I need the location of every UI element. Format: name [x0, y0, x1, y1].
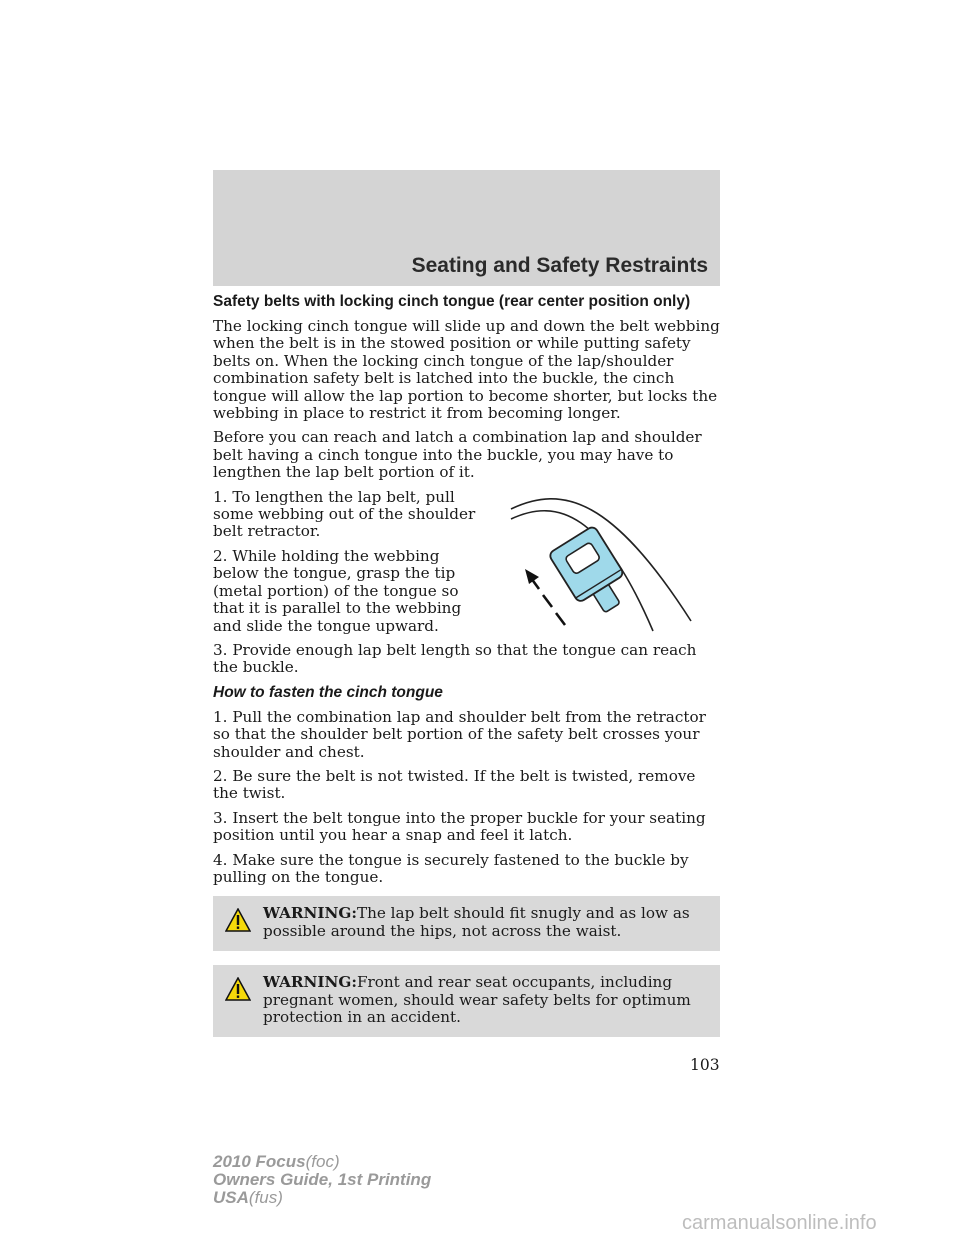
warning-triangle-icon [225, 977, 251, 1001]
warning-triangle-icon [225, 908, 251, 932]
warning-box-occupants [213, 965, 720, 1037]
warning-body: The lap belt should fit snugly and as low as possible around the hips, not across the waist. [263, 904, 690, 940]
warning-label: WARNING: [263, 973, 357, 992]
page-title: Seating and Safety Restraints [411, 254, 708, 277]
warning-body: Front and rear seat occupants, including pregnant women, should wear safety belts for optimum protection in an accident. [263, 973, 691, 1026]
warning-label: WARNING: [263, 904, 357, 923]
lengthen-steps [213, 489, 723, 635]
step-1-pull-belt: 1. Pull the combination lap and shoulder belt from the retractor so that the shoulder belt portion of the safety belt crosses your shoulder and chest. [213, 707, 706, 761]
step-3-lap-length: 3. Provide enough lap belt length so that the tongue can reach the buckle. [213, 640, 697, 677]
warning-text-occupants [221, 974, 712, 1026]
cinch-tongue-illustration [503, 489, 693, 639]
main-content [213, 293, 723, 1051]
section-heading-fasten: How to fasten the cinch tongue [213, 683, 443, 701]
watermark: carmanualsonline.info [682, 1212, 877, 1234]
paragraph-lengthen-intro: Before you can reach and latch a combination lap and shoulder belt having a cinch tongue into the buckle, you may have to lengthen the lap belt portion of it. [213, 428, 702, 482]
footer-region: USA [213, 1188, 249, 1207]
step-1-lengthen: 1. To lengthen the lap belt, pull some webbing out of the shoulder belt retractor. [213, 487, 476, 541]
step-3-insert-tongue: 3. Insert the belt tongue into the proper buckle for your seating position until you hear a snap and feel it latch. [213, 808, 706, 845]
step-2-not-twisted: 2. Be sure the belt is not twisted. If the belt is twisted, remove the twist. [213, 766, 696, 803]
paragraph-cinch-description: The locking cinch tongue will slide up and down the belt webbing when the belt is in the stowed position or while putting safety belts on. When the locking cinch tongue of the lap/shoulder combination safety belt is latched into the buckle, the cinch tongue will allow the lap portion to become shorter, but locks the webbing in place to restrict it from becoming longer. [213, 317, 720, 423]
page-number: 103 [690, 1056, 720, 1074]
warning-text-lap-belt [221, 905, 712, 940]
footer-model: 2010 Focus [213, 1152, 306, 1171]
step-4-check-fastened: 4. Make sure the tongue is securely fastened to the buckle by pulling on the tongue. [213, 850, 689, 886]
section-heading-cinch-tongue: Safety belts with locking cinch tongue (rear center position only) [213, 293, 691, 310]
step-2-slide-tongue: 2. While holding the webbing below the tongue, grasp the tip (metal portion) of the tongue so that it is parallel to the webbing and slide the tongue upward. [213, 546, 462, 635]
warning-box-lap-belt [213, 896, 720, 951]
footer-region-code: (fus) [248, 1188, 283, 1207]
footer-model-code: (foc) [305, 1152, 340, 1171]
header-bar [213, 170, 720, 286]
footer-guide: Owners Guide, 1st Printing [213, 1170, 432, 1189]
footer-print-info [213, 1153, 431, 1207]
